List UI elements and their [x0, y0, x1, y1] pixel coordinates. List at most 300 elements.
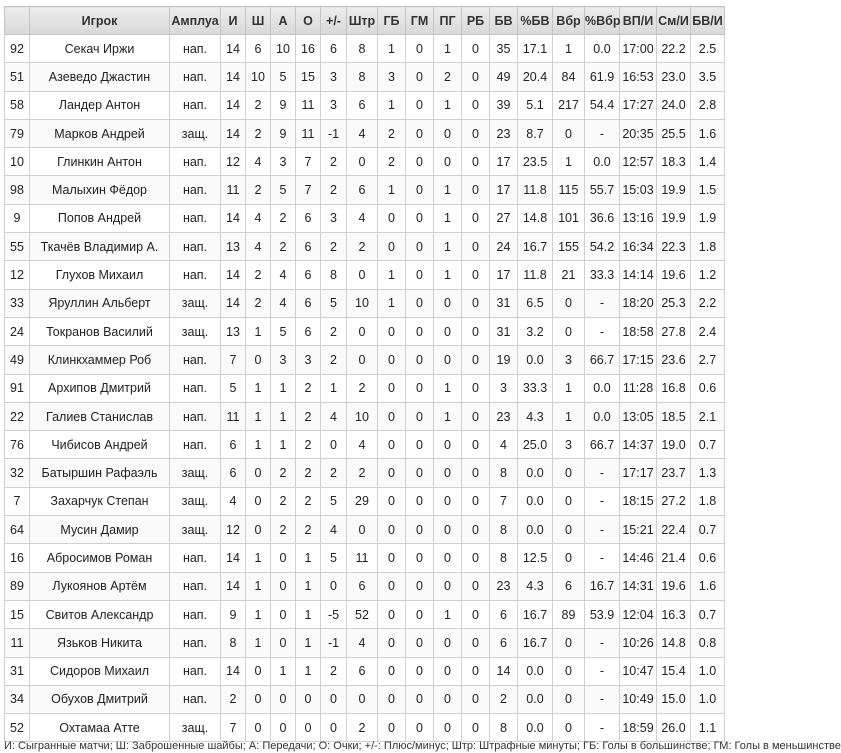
- cell-number: 91: [5, 374, 30, 402]
- cell-toi-per-game: 12:57: [620, 148, 657, 176]
- cell-shots-per-game: 1.8: [691, 487, 725, 515]
- cell-assists: 5: [271, 176, 296, 204]
- column-header-shots-per-game[interactable]: БВ/И: [691, 7, 725, 35]
- cell-games: 12: [221, 516, 246, 544]
- cell-number: 11: [5, 629, 30, 657]
- cell-plus-minus: 2: [321, 346, 347, 374]
- cell-points: 2: [296, 402, 321, 430]
- cell-shot-pct: 11.8: [518, 176, 553, 204]
- cell-player: Сидоров Михаил: [30, 657, 170, 685]
- cell-goals: 0: [246, 487, 271, 515]
- cell-shot-pct: 25.0: [518, 431, 553, 459]
- cell-toi-per-game: 16:53: [620, 63, 657, 91]
- cell-shootout-goals: 0: [462, 91, 490, 119]
- cell-penalty-minutes: 0: [347, 261, 378, 289]
- cell-shots: 7: [490, 487, 518, 515]
- column-header-shootout-goals[interactable]: РБ: [462, 7, 490, 35]
- cell-shootout-goals: 0: [462, 261, 490, 289]
- cell-pp-goals: 0: [378, 402, 406, 430]
- cell-position: защ.: [170, 119, 221, 147]
- cell-shootout-goals: 0: [462, 572, 490, 600]
- cell-faceoffs: 0: [553, 629, 585, 657]
- cell-sh-goals: 0: [406, 119, 434, 147]
- cell-goals: 0: [246, 346, 271, 374]
- cell-faceoff-pct: -: [585, 487, 620, 515]
- cell-number: 10: [5, 148, 30, 176]
- table-row: [5, 487, 725, 515]
- cell-shots-per-game: 0.6: [691, 544, 725, 572]
- column-header-plus-minus[interactable]: +/-: [321, 7, 347, 35]
- cell-shifts-per-game: 22.4: [657, 516, 691, 544]
- cell-shots-per-game: 2.4: [691, 317, 725, 345]
- cell-number: 79: [5, 119, 30, 147]
- cell-shot-pct: 0.0: [518, 459, 553, 487]
- cell-goals: 0: [246, 657, 271, 685]
- cell-assists: 0: [271, 685, 296, 713]
- cell-goals: 0: [246, 459, 271, 487]
- cell-toi-per-game: 17:00: [620, 35, 657, 63]
- cell-faceoffs: 0: [553, 516, 585, 544]
- cell-goals: 1: [246, 374, 271, 402]
- cell-shootout-goals: 0: [462, 431, 490, 459]
- cell-goals: 2: [246, 261, 271, 289]
- cell-faceoffs: 0: [553, 317, 585, 345]
- cell-shootout-goals: 0: [462, 374, 490, 402]
- cell-shots-per-game: 1.9: [691, 204, 725, 232]
- cell-gw-goals: 0: [434, 487, 462, 515]
- cell-goals: 4: [246, 148, 271, 176]
- cell-points: 2: [296, 516, 321, 544]
- cell-assists: 0: [271, 714, 296, 742]
- cell-shots: 24: [490, 233, 518, 261]
- cell-number: 49: [5, 346, 30, 374]
- cell-shifts-per-game: 18.5: [657, 402, 691, 430]
- cell-assists: 1: [271, 657, 296, 685]
- cell-assists: 3: [271, 346, 296, 374]
- cell-player: Обухов Дмитрий: [30, 685, 170, 713]
- cell-goals: 4: [246, 204, 271, 232]
- cell-points: 16: [296, 35, 321, 63]
- table-row: [5, 233, 725, 261]
- cell-player: Захарчук Степан: [30, 487, 170, 515]
- cell-penalty-minutes: 2: [347, 374, 378, 402]
- cell-gw-goals: 1: [434, 261, 462, 289]
- cell-pp-goals: 0: [378, 374, 406, 402]
- cell-points: 1: [296, 600, 321, 628]
- table-row: [5, 148, 725, 176]
- cell-pp-goals: 1: [378, 261, 406, 289]
- cell-pp-goals: 0: [378, 516, 406, 544]
- cell-player: Яруллин Альберт: [30, 289, 170, 317]
- cell-sh-goals: 0: [406, 63, 434, 91]
- cell-gw-goals: 1: [434, 600, 462, 628]
- cell-goals: 1: [246, 317, 271, 345]
- cell-games: 4: [221, 487, 246, 515]
- cell-assists: 9: [271, 91, 296, 119]
- cell-points: 7: [296, 176, 321, 204]
- cell-player: Марков Андрей: [30, 119, 170, 147]
- cell-shot-pct: 14.8: [518, 204, 553, 232]
- cell-sh-goals: 0: [406, 148, 434, 176]
- cell-shots-per-game: 2.1: [691, 402, 725, 430]
- cell-penalty-minutes: 8: [347, 63, 378, 91]
- table-row: [5, 261, 725, 289]
- cell-plus-minus: 0: [321, 572, 347, 600]
- column-header-shot-pct[interactable]: %БВ: [518, 7, 553, 35]
- cell-gw-goals: 0: [434, 629, 462, 657]
- cell-points: 6: [296, 289, 321, 317]
- cell-games: 14: [221, 261, 246, 289]
- cell-assists: 0: [271, 600, 296, 628]
- cell-shot-pct: 0.0: [518, 714, 553, 742]
- cell-penalty-minutes: 4: [347, 204, 378, 232]
- cell-faceoffs: 0: [553, 119, 585, 147]
- cell-plus-minus: 6: [321, 35, 347, 63]
- cell-number: 16: [5, 544, 30, 572]
- cell-shot-pct: 16.7: [518, 629, 553, 657]
- cell-toi-per-game: 14:37: [620, 431, 657, 459]
- cell-sh-goals: 0: [406, 374, 434, 402]
- cell-position: нап.: [170, 600, 221, 628]
- cell-shot-pct: 33.3: [518, 374, 553, 402]
- cell-shots: 8: [490, 459, 518, 487]
- column-header-assists[interactable]: А: [271, 7, 296, 35]
- cell-games: 13: [221, 317, 246, 345]
- cell-number: 9: [5, 204, 30, 232]
- cell-faceoffs: 1: [553, 402, 585, 430]
- table-row: [5, 289, 725, 317]
- cell-toi-per-game: 17:17: [620, 459, 657, 487]
- cell-shots-per-game: 0.7: [691, 516, 725, 544]
- cell-games: 11: [221, 176, 246, 204]
- cell-penalty-minutes: 6: [347, 657, 378, 685]
- cell-toi-per-game: 13:16: [620, 204, 657, 232]
- cell-plus-minus: 0: [321, 431, 347, 459]
- cell-faceoffs: 3: [553, 431, 585, 459]
- cell-player: Азеведо Джастин: [30, 63, 170, 91]
- cell-points: 1: [296, 544, 321, 572]
- table-row: [5, 572, 725, 600]
- cell-games: 6: [221, 459, 246, 487]
- column-header-toi-per-game[interactable]: ВП/И: [620, 7, 657, 35]
- cell-games: 11: [221, 402, 246, 430]
- column-header-sh-goals[interactable]: ГМ: [406, 7, 434, 35]
- cell-penalty-minutes: 4: [347, 629, 378, 657]
- table-body: [5, 35, 725, 742]
- cell-player: Галиев Станислав: [30, 402, 170, 430]
- cell-shootout-goals: 0: [462, 35, 490, 63]
- cell-shifts-per-game: 25.3: [657, 289, 691, 317]
- cell-faceoff-pct: 54.2: [585, 233, 620, 261]
- column-header-faceoffs[interactable]: Вбр: [553, 7, 585, 35]
- cell-position: нап.: [170, 431, 221, 459]
- cell-pp-goals: 2: [378, 148, 406, 176]
- cell-faceoffs: 1: [553, 374, 585, 402]
- cell-faceoff-pct: 36.6: [585, 204, 620, 232]
- cell-toi-per-game: 18:58: [620, 317, 657, 345]
- cell-gw-goals: 0: [434, 714, 462, 742]
- cell-penalty-minutes: 4: [347, 431, 378, 459]
- cell-faceoff-pct: -: [585, 544, 620, 572]
- cell-shots-per-game: 0.7: [691, 431, 725, 459]
- cell-toi-per-game: 10:47: [620, 657, 657, 685]
- cell-plus-minus: 0: [321, 714, 347, 742]
- cell-shootout-goals: 0: [462, 119, 490, 147]
- cell-plus-minus: 2: [321, 657, 347, 685]
- cell-games: 7: [221, 714, 246, 742]
- cell-shot-pct: 11.8: [518, 261, 553, 289]
- cell-toi-per-game: 15:03: [620, 176, 657, 204]
- cell-plus-minus: 2: [321, 176, 347, 204]
- cell-shots-per-game: 1.0: [691, 685, 725, 713]
- cell-games: 13: [221, 233, 246, 261]
- cell-pp-goals: 2: [378, 119, 406, 147]
- column-header-goals[interactable]: Ш: [246, 7, 271, 35]
- cell-number: 12: [5, 261, 30, 289]
- cell-faceoffs: 0: [553, 714, 585, 742]
- cell-gw-goals: 1: [434, 233, 462, 261]
- cell-points: 0: [296, 714, 321, 742]
- column-header-position[interactable]: Амплуа: [170, 7, 221, 35]
- cell-gw-goals: 1: [434, 402, 462, 430]
- cell-shots-per-game: 1.2: [691, 261, 725, 289]
- cell-points: 15: [296, 63, 321, 91]
- cell-shots-per-game: 1.1: [691, 714, 725, 742]
- cell-shot-pct: 0.0: [518, 487, 553, 515]
- cell-shootout-goals: 0: [462, 544, 490, 572]
- cell-shots: 23: [490, 572, 518, 600]
- cell-faceoffs: 155: [553, 233, 585, 261]
- cell-shifts-per-game: 19.9: [657, 204, 691, 232]
- cell-shots-per-game: 0.8: [691, 629, 725, 657]
- cell-toi-per-game: 20:35: [620, 119, 657, 147]
- cell-faceoff-pct: -: [585, 459, 620, 487]
- cell-gw-goals: 1: [434, 176, 462, 204]
- cell-pp-goals: 0: [378, 629, 406, 657]
- cell-goals: 1: [246, 572, 271, 600]
- cell-goals: 2: [246, 119, 271, 147]
- cell-shots-per-game: 2.8: [691, 91, 725, 119]
- cell-gw-goals: 0: [434, 459, 462, 487]
- cell-player: Чибисов Андрей: [30, 431, 170, 459]
- cell-assists: 3: [271, 148, 296, 176]
- cell-sh-goals: 0: [406, 714, 434, 742]
- cell-position: нап.: [170, 374, 221, 402]
- cell-faceoff-pct: 0.0: [585, 402, 620, 430]
- cell-shots-per-game: 1.6: [691, 572, 725, 600]
- table-row: [5, 402, 725, 430]
- table-row: [5, 629, 725, 657]
- cell-shootout-goals: 0: [462, 629, 490, 657]
- column-header-shifts-per-game[interactable]: См/И: [657, 7, 691, 35]
- cell-pp-goals: 1: [378, 35, 406, 63]
- cell-pp-goals: 1: [378, 91, 406, 119]
- cell-toi-per-game: 14:31: [620, 572, 657, 600]
- cell-games: 14: [221, 572, 246, 600]
- cell-shots: 8: [490, 714, 518, 742]
- cell-shots: 6: [490, 629, 518, 657]
- cell-position: нап.: [170, 657, 221, 685]
- cell-faceoffs: 0: [553, 544, 585, 572]
- cell-gw-goals: 0: [434, 431, 462, 459]
- cell-shootout-goals: 0: [462, 487, 490, 515]
- column-header-shots[interactable]: БВ: [490, 7, 518, 35]
- table-row: [5, 459, 725, 487]
- column-header-gw-goals[interactable]: ПГ: [434, 7, 462, 35]
- cell-position: нап.: [170, 346, 221, 374]
- cell-shots: 35: [490, 35, 518, 63]
- cell-shots: 31: [490, 317, 518, 345]
- cell-faceoff-pct: 0.0: [585, 35, 620, 63]
- cell-plus-minus: 1: [321, 374, 347, 402]
- legend-footer: И: Сыгранные матчи; Ш: Заброшенные шайбы; А: Передачи; О: Очки; +/-: Плюс/минус; Штр: Штрафные минуты; ГБ: Голы в большинстве; ГМ: Голы в меньшинстве: [4, 740, 841, 752]
- cell-goals: 6: [246, 35, 271, 63]
- cell-shots-per-game: 3.5: [691, 63, 725, 91]
- cell-points: 11: [296, 119, 321, 147]
- cell-assists: 1: [271, 431, 296, 459]
- cell-toi-per-game: 14:46: [620, 544, 657, 572]
- cell-points: 1: [296, 572, 321, 600]
- table-row: [5, 600, 725, 628]
- cell-shots: 23: [490, 402, 518, 430]
- cell-shootout-goals: 0: [462, 402, 490, 430]
- cell-shots-per-game: 2.5: [691, 35, 725, 63]
- cell-number: 31: [5, 657, 30, 685]
- table-row: [5, 374, 725, 402]
- cell-penalty-minutes: 8: [347, 35, 378, 63]
- cell-gw-goals: 1: [434, 374, 462, 402]
- cell-player: Глинкин Антон: [30, 148, 170, 176]
- cell-shootout-goals: 0: [462, 714, 490, 742]
- cell-pp-goals: 3: [378, 63, 406, 91]
- cell-games: 14: [221, 35, 246, 63]
- cell-toi-per-game: 12:04: [620, 600, 657, 628]
- cell-number: 15: [5, 600, 30, 628]
- cell-number: 7: [5, 487, 30, 515]
- cell-shot-pct: 12.5: [518, 544, 553, 572]
- cell-gw-goals: 0: [434, 148, 462, 176]
- cell-player: Глухов Михаил: [30, 261, 170, 289]
- cell-pp-goals: 0: [378, 233, 406, 261]
- table-row: [5, 516, 725, 544]
- cell-number: 51: [5, 63, 30, 91]
- cell-shot-pct: 0.0: [518, 685, 553, 713]
- cell-position: нап.: [170, 91, 221, 119]
- cell-position: нап.: [170, 204, 221, 232]
- cell-games: 14: [221, 91, 246, 119]
- cell-sh-goals: 0: [406, 657, 434, 685]
- cell-points: 11: [296, 91, 321, 119]
- cell-shots: 14: [490, 657, 518, 685]
- cell-faceoff-pct: 16.7: [585, 572, 620, 600]
- cell-shifts-per-game: 23.7: [657, 459, 691, 487]
- cell-toi-per-game: 10:26: [620, 629, 657, 657]
- table-row: [5, 657, 725, 685]
- cell-shot-pct: 6.5: [518, 289, 553, 317]
- cell-sh-goals: 0: [406, 600, 434, 628]
- cell-shootout-goals: 0: [462, 233, 490, 261]
- column-header-player[interactable]: Игрок: [30, 7, 170, 35]
- cell-assists: 4: [271, 261, 296, 289]
- cell-plus-minus: 3: [321, 91, 347, 119]
- cell-points: 2: [296, 431, 321, 459]
- cell-assists: 2: [271, 459, 296, 487]
- cell-plus-minus: 3: [321, 204, 347, 232]
- cell-goals: 1: [246, 431, 271, 459]
- cell-points: 6: [296, 261, 321, 289]
- cell-gw-goals: 0: [434, 346, 462, 374]
- cell-shifts-per-game: 14.8: [657, 629, 691, 657]
- cell-sh-goals: 0: [406, 261, 434, 289]
- cell-games: 14: [221, 63, 246, 91]
- table-row: [5, 176, 725, 204]
- column-header-number: [5, 7, 30, 35]
- cell-faceoffs: 6: [553, 572, 585, 600]
- cell-number: 76: [5, 431, 30, 459]
- cell-pp-goals: 0: [378, 487, 406, 515]
- cell-assists: 1: [271, 374, 296, 402]
- cell-pp-goals: 0: [378, 431, 406, 459]
- column-header-pp-goals[interactable]: ГБ: [378, 7, 406, 35]
- column-header-games[interactable]: И: [221, 7, 246, 35]
- cell-pp-goals: 0: [378, 685, 406, 713]
- cell-position: защ.: [170, 459, 221, 487]
- cell-shots: 17: [490, 261, 518, 289]
- cell-shots: 31: [490, 289, 518, 317]
- cell-sh-goals: 0: [406, 572, 434, 600]
- cell-number: 34: [5, 685, 30, 713]
- cell-faceoffs: 84: [553, 63, 585, 91]
- cell-penalty-minutes: 52: [347, 600, 378, 628]
- cell-plus-minus: 0: [321, 685, 347, 713]
- table-row: [5, 431, 725, 459]
- cell-sh-goals: 0: [406, 516, 434, 544]
- table-row: [5, 685, 725, 713]
- cell-points: 1: [296, 657, 321, 685]
- cell-plus-minus: 8: [321, 261, 347, 289]
- cell-shootout-goals: 0: [462, 600, 490, 628]
- cell-points: 2: [296, 487, 321, 515]
- cell-position: нап.: [170, 402, 221, 430]
- cell-points: 0: [296, 685, 321, 713]
- cell-shifts-per-game: 23.0: [657, 63, 691, 91]
- cell-faceoff-pct: 53.9: [585, 600, 620, 628]
- cell-pp-goals: 1: [378, 289, 406, 317]
- table-row: [5, 317, 725, 345]
- column-header-points[interactable]: О: [296, 7, 321, 35]
- cell-position: нап.: [170, 629, 221, 657]
- cell-assists: 2: [271, 233, 296, 261]
- cell-player: Попов Андрей: [30, 204, 170, 232]
- cell-plus-minus: 3: [321, 63, 347, 91]
- cell-shots: 8: [490, 544, 518, 572]
- cell-player: Секач Иржи: [30, 35, 170, 63]
- cell-shots: 39: [490, 91, 518, 119]
- cell-position: защ.: [170, 289, 221, 317]
- cell-shots: 3: [490, 374, 518, 402]
- cell-faceoffs: 21: [553, 261, 585, 289]
- cell-shot-pct: 23.5: [518, 148, 553, 176]
- cell-player: Клинкхаммер Роб: [30, 346, 170, 374]
- cell-shootout-goals: 0: [462, 148, 490, 176]
- cell-shots-per-game: 1.3: [691, 459, 725, 487]
- cell-gw-goals: 0: [434, 317, 462, 345]
- column-header-penalty-minutes[interactable]: Штр: [347, 7, 378, 35]
- cell-shots: 17: [490, 148, 518, 176]
- column-header-faceoff-pct[interactable]: %Вбр: [585, 7, 620, 35]
- cell-sh-goals: 0: [406, 35, 434, 63]
- cell-plus-minus: -1: [321, 119, 347, 147]
